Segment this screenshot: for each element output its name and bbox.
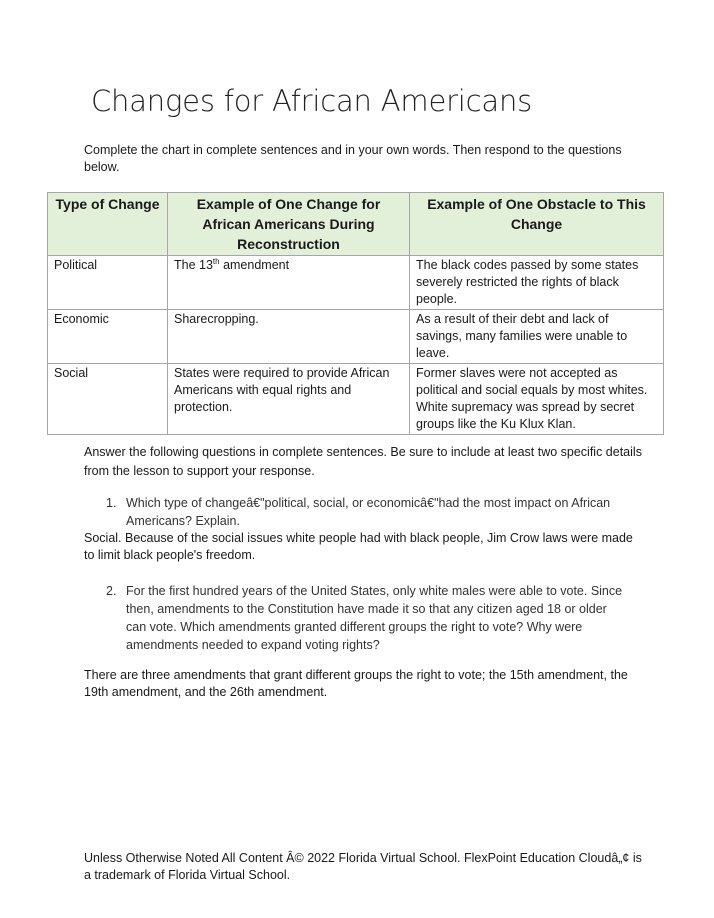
header-example-change: Example of One Change for African Americans During Reconstruction — [168, 193, 410, 256]
table-row — [48, 310, 664, 364]
cell-obstacle: As a result of their debt and lack of savings, many families were unable to leave. — [410, 310, 664, 364]
question-text: Which type of changeâ€"political, social, or economicâ€"had the most impact on African Americans? Explain. — [126, 496, 611, 528]
header-example-obstacle: Example of One Obstacle to This Change — [410, 193, 664, 256]
question-number: 2. — [106, 584, 117, 598]
question-1 — [106, 494, 626, 530]
copyright-footer: Unless Otherwise Noted All Content Â© 2022 Florida Virtual School. FlexPoint Education Cloudâ„¢ is a trademark of Florida Virtual School. — [84, 851, 642, 882]
answer-2: There are three amendments that grant different groups the right to vote; the 15th amendment, the 19th amendment, and the 26th amendment. — [84, 668, 628, 699]
cell-change — [168, 256, 410, 310]
header-type-of-change: Type of Change — [48, 193, 168, 256]
changes-chart — [47, 192, 664, 435]
cell-type: Economic — [48, 310, 168, 364]
question-number: 1. — [106, 496, 117, 510]
chart-header-row — [48, 193, 664, 256]
cell-obstacle: The black codes passed by some states severely restricted the rights of black people. — [410, 256, 664, 310]
table-row — [48, 364, 664, 435]
change-text-after: amendment — [219, 258, 290, 272]
cell-obstacle: Former slaves were not accepted as political and social equals by most whites. White supremacy was spread by secret groups like the Ku Klux Klan. — [410, 364, 664, 435]
cell-type: Political — [48, 256, 168, 310]
intro-text: Complete the chart in complete sentences and in your own words. Then respond to the questions below. — [84, 143, 622, 174]
question-text: For the first hundred years of the United States, only white males were able to vote. Since then, amendments to the Constitution have made it so that any citizen aged 18 or older can vote. Which amendments granted different groups the right to vote? Why were amendments needed to expand voting rights? — [126, 584, 623, 652]
answer-instructions: Answer the following questions in complete sentences. Be sure to include at least two specific details from the lesson to support your response. — [84, 445, 642, 478]
cell-change: Sharecropping. — [168, 310, 410, 364]
cell-type: Social — [48, 364, 168, 435]
page-title: Changes for African Americans — [91, 84, 533, 118]
table-row — [48, 256, 664, 310]
change-superscript: th — [212, 256, 220, 266]
cell-change: States were required to provide African Americans with equal rights and protection. — [168, 364, 410, 435]
change-text-before: The 13 — [174, 258, 213, 272]
question-2 — [106, 582, 626, 654]
answer-1: Social. Because of the social issues white people had with black people, Jim Crow laws were made to limit black people's freedom. — [84, 531, 633, 562]
